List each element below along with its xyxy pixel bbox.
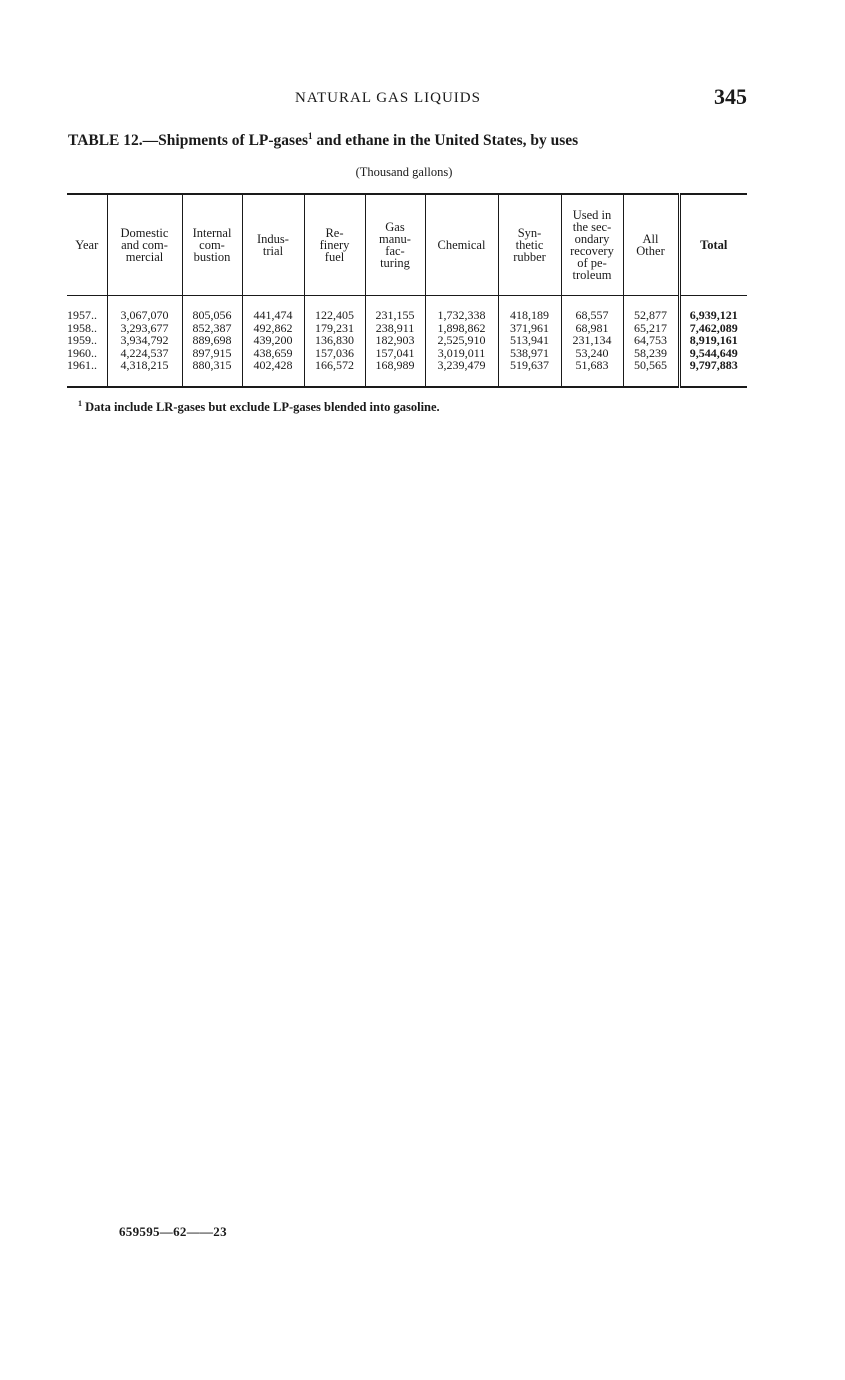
col-all-other: All Other <box>623 194 679 296</box>
cell: 852,387 <box>182 322 242 335</box>
cell: 1,732,338 <box>425 296 498 322</box>
running-title: NATURAL GAS LIQUIDS <box>295 90 481 106</box>
cell: 166,572 <box>304 359 365 387</box>
cell: 179,231 <box>304 322 365 335</box>
cell: 492,862 <box>242 322 304 335</box>
cell: 897,915 <box>182 347 242 360</box>
cell-total: 8,919,161 <box>679 334 747 347</box>
cell: 438,659 <box>242 347 304 360</box>
col-total: Total <box>679 194 747 296</box>
shipments-table <box>67 193 747 388</box>
cell: 182,903 <box>365 334 425 347</box>
table-units: (Thousand gallons) <box>355 165 453 179</box>
cell: 3,239,479 <box>425 359 498 387</box>
cell: 805,056 <box>182 296 242 322</box>
cell-year: 1960.. <box>67 345 97 360</box>
col-gas-manufacturing: Gas manu- fac- turing <box>365 194 425 296</box>
footnote <box>78 399 440 415</box>
cell: 880,315 <box>182 359 242 387</box>
table-label: TABLE 12.—Shipments of LP-gases <box>68 132 308 150</box>
page-number: 345 <box>714 84 747 109</box>
table-header-row <box>67 194 747 296</box>
cell: 51,683 <box>561 359 623 387</box>
table-row <box>67 359 747 387</box>
cell-total: 9,544,649 <box>679 347 747 360</box>
cell: 538,971 <box>498 347 561 360</box>
cell: 4,224,537 <box>107 347 182 360</box>
table-row <box>67 296 747 322</box>
cell: 513,941 <box>498 334 561 347</box>
cell: 3,293,677 <box>107 322 182 335</box>
table-title <box>68 131 748 150</box>
col-year: Year <box>67 194 107 296</box>
cell-total: 9,797,883 <box>679 359 747 387</box>
cell: 3,019,011 <box>425 347 498 360</box>
cell: 157,041 <box>365 347 425 360</box>
col-internal-combustion: Internal com- bustion <box>182 194 242 296</box>
cell: 418,189 <box>498 296 561 322</box>
col-industrial: Indus- trial <box>242 194 304 296</box>
footnote-marker: 1 <box>78 399 82 408</box>
cell: 3,934,792 <box>107 334 182 347</box>
cell: 439,200 <box>242 334 304 347</box>
cell-year: 1958.. <box>67 320 97 335</box>
running-head <box>0 84 845 110</box>
cell: 136,830 <box>304 334 365 347</box>
cell: 3,067,070 <box>107 296 182 322</box>
cell: 50,565 <box>623 359 679 387</box>
cell: 371,961 <box>498 322 561 335</box>
cell: 65,217 <box>623 322 679 335</box>
cell: 519,637 <box>498 359 561 387</box>
cell: 889,698 <box>182 334 242 347</box>
cell: 231,155 <box>365 296 425 322</box>
table-label-rest: and ethane in the United States, by uses <box>312 132 579 150</box>
footnote-text: Data include LR-gases but exclude LP-gases blended into gasoline. <box>82 400 440 415</box>
table-row <box>67 334 747 347</box>
cell: 122,405 <box>304 296 365 322</box>
cell: 402,428 <box>242 359 304 387</box>
cell: 168,989 <box>365 359 425 387</box>
col-synthetic-rubber: Syn- thetic rubber <box>498 194 561 296</box>
cell: 231,134 <box>561 334 623 347</box>
footnote-ref: 1 <box>308 131 313 141</box>
cell-year: 1959.. <box>67 333 97 347</box>
cell: 68,981 <box>561 322 623 335</box>
cell-total: 6,939,121 <box>679 296 747 322</box>
cell: 52,877 <box>623 296 679 322</box>
cell-year: 1957.. <box>67 308 97 322</box>
col-chemical: Chemical <box>425 194 498 296</box>
cell-total: 7,462,089 <box>679 322 747 335</box>
cell: 53,240 <box>561 347 623 360</box>
cell: 238,911 <box>365 322 425 335</box>
cell: 68,557 <box>561 296 623 322</box>
col-secondary-recovery: Used in the sec- ondary recovery of pe- troleum <box>561 194 623 296</box>
cell-year: 1961.. <box>67 358 97 372</box>
printer-imprint: 659595—62——23 <box>119 1224 227 1239</box>
col-refinery-fuel: Re- finery fuel <box>304 194 365 296</box>
cell: 441,474 <box>242 296 304 322</box>
cell: 157,036 <box>304 347 365 360</box>
cell: 58,239 <box>623 347 679 360</box>
col-domestic: Domestic and com- mercial <box>107 194 182 296</box>
cell: 4,318,215 <box>107 359 182 387</box>
cell: 2,525,910 <box>425 334 498 347</box>
cell: 64,753 <box>623 334 679 347</box>
cell: 1,898,862 <box>425 322 498 335</box>
